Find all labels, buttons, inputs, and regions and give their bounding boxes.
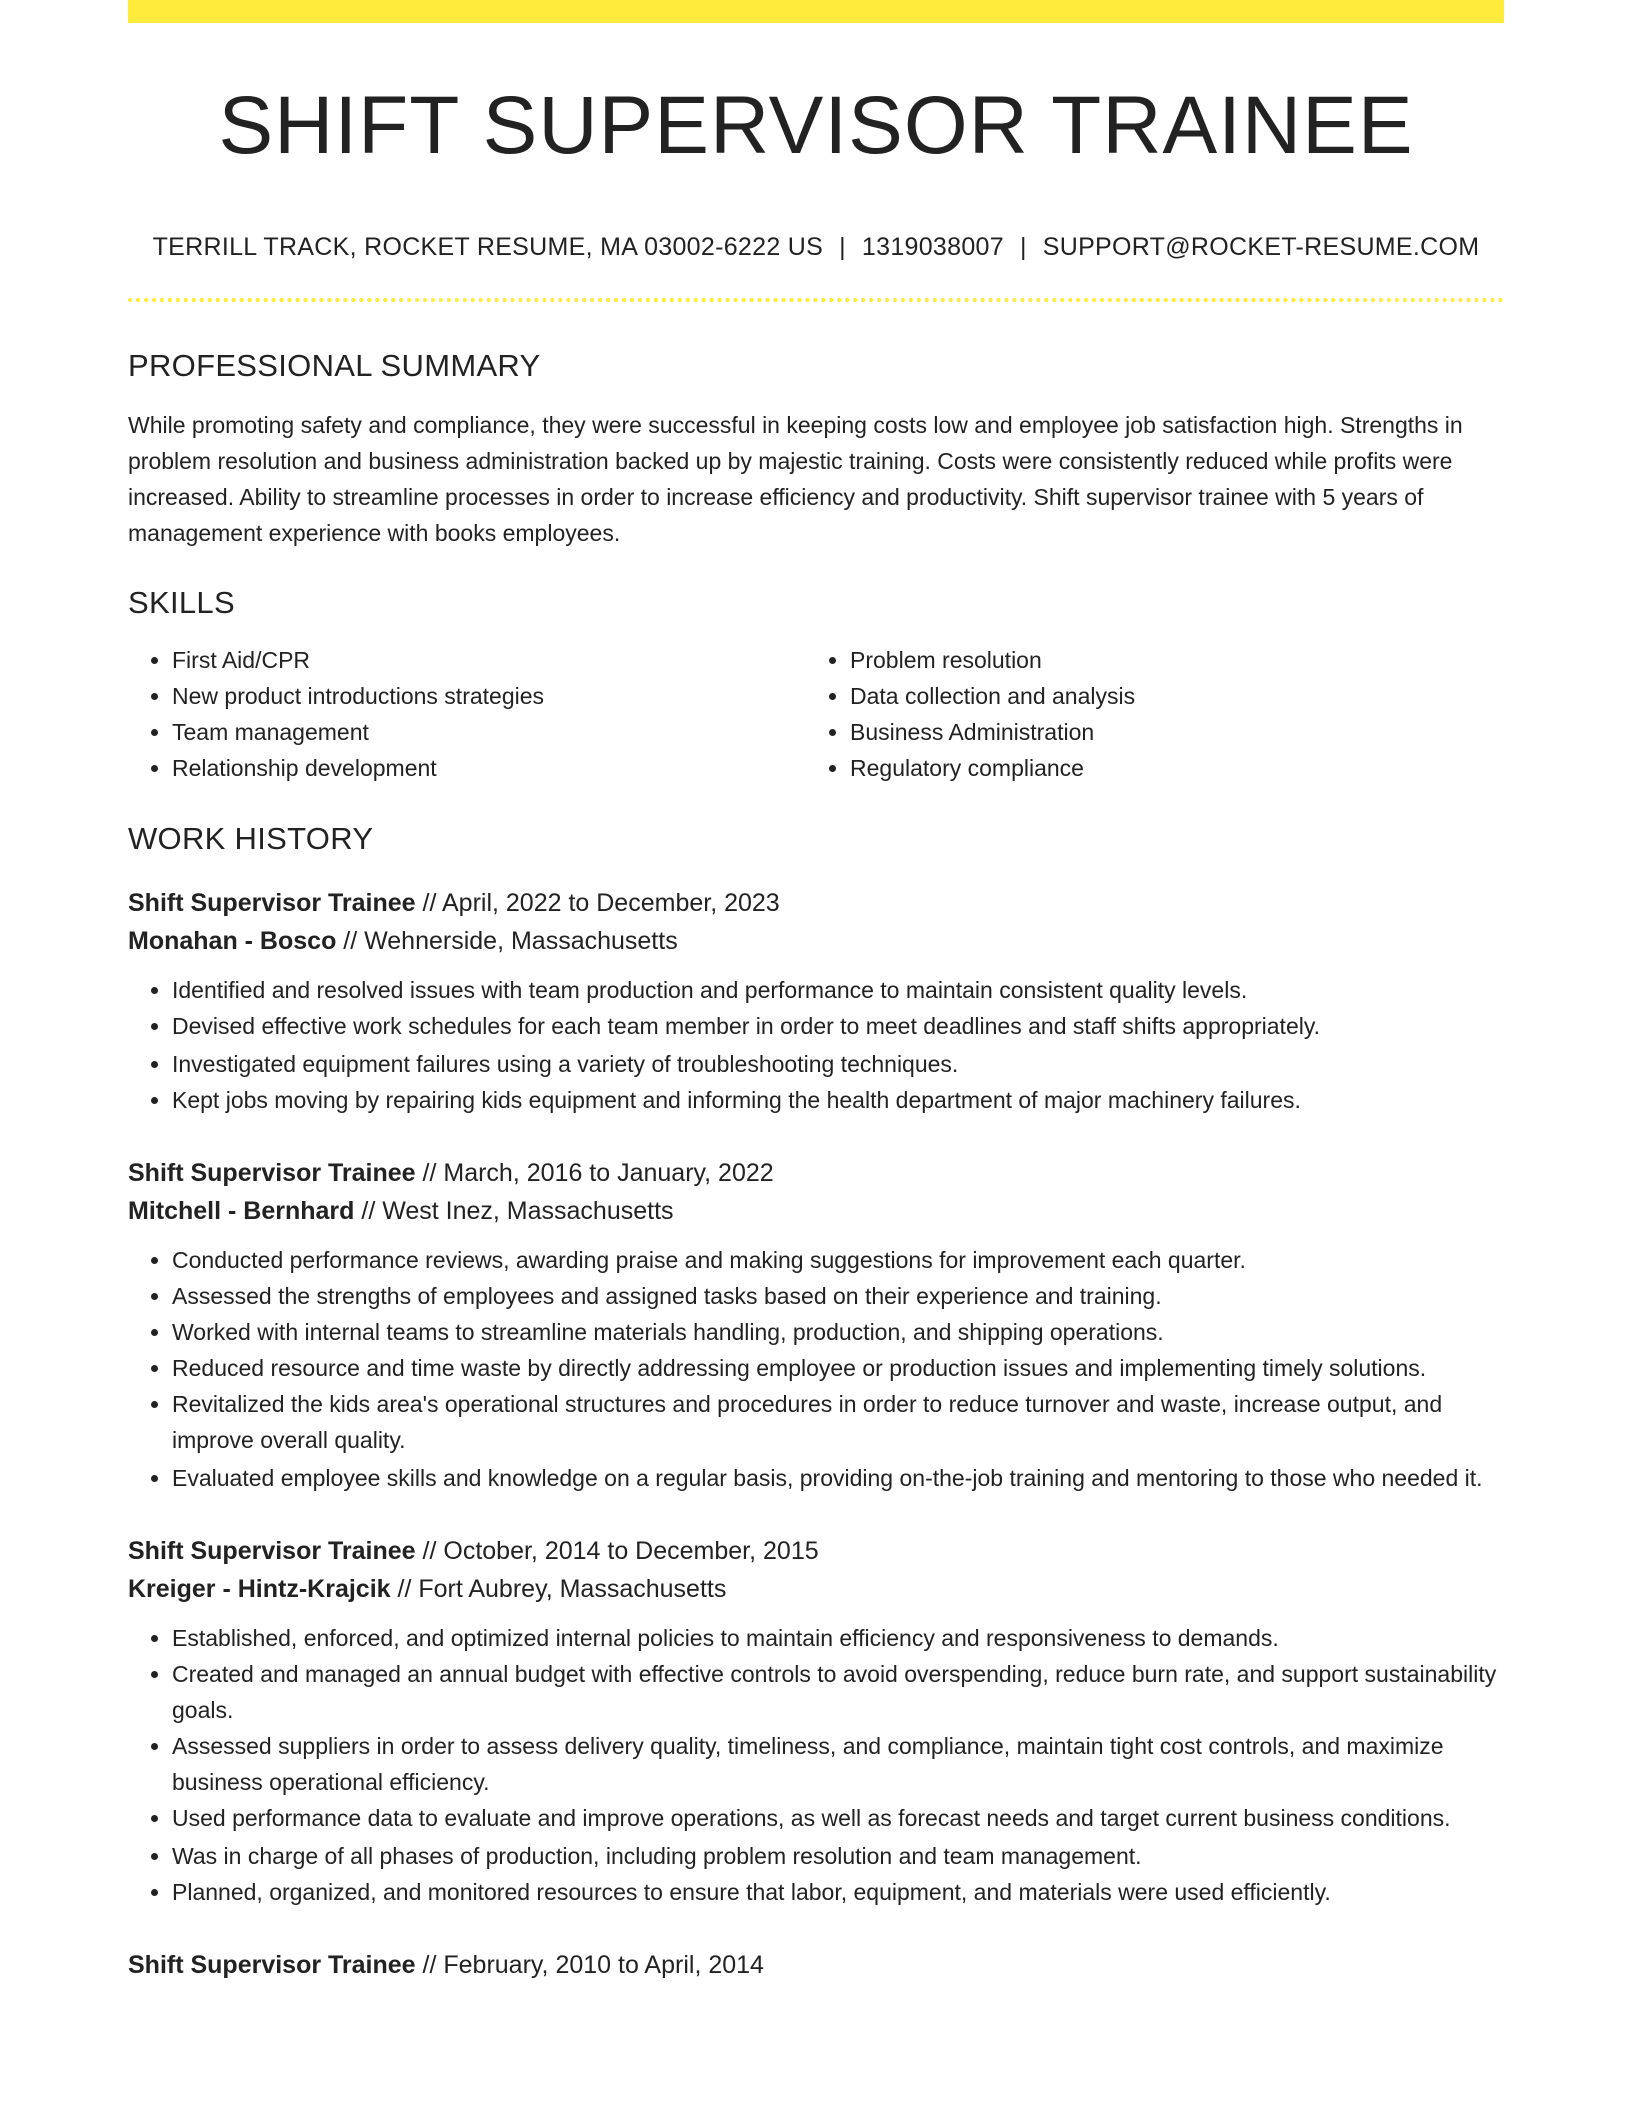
job-dates: // March, 2016 to January, 2022 [415,1159,774,1187]
skill-item: • Regulatory compliance [850,750,1490,786]
contact-email: SUPPORT@ROCKET-RESUME.COM [1042,233,1480,261]
job-bullet: • Created and managed an annual budget with effective controls to avoid overspending, reduce burn rate, and support sustainability goals. [172,1656,1504,1728]
job-role-line [128,1154,1504,1192]
job-company: Monahan - Bosco [128,927,337,955]
skills-heading: SKILLS [128,585,235,620]
job-bullet: • Worked with internal teams to streamline materials handling, production, and shipping operations. [172,1314,1504,1350]
job-dates: // October, 2014 to December, 2015 [415,1537,819,1565]
job-role-line [128,1532,1504,1570]
dotted-divider [128,298,1504,302]
job-bullet: • Evaluated employee skills and knowledge on a regular basis, providing on-the-job training and mentoring to those who needed it. [172,1460,1504,1496]
contact-phone: 1319038007 [861,233,1004,261]
skill-item: • Relationship development [172,750,806,786]
contact-separator: | [839,233,846,261]
job-company-line [128,1570,1504,1608]
job-bullet: • Established, enforced, and optimized internal policies to maintain efficiency and responsiveness to demands. [172,1620,1504,1656]
skill-item: • New product introductions strategies [172,678,806,714]
job-company: Kreiger - Hintz-Krajcik [128,1575,391,1603]
job-role: Shift Supervisor Trainee [128,889,416,917]
job-bullet: • Assessed suppliers in order to assess delivery quality, timeliness, and compliance, maintain tight cost controls, and maximize business operational efficiency. [172,1728,1504,1800]
job-bullet: • Identified and resolved issues with team production and performance to maintain consistent quality levels. [172,972,1504,1008]
job-entry [128,884,1504,1118]
job-company-line [128,1192,1504,1230]
top-accent-bar [128,0,1504,23]
skill-item: • Problem resolution [850,642,1490,678]
job-bullet: • Investigated equipment failures using a variety of troubleshooting techniques. [172,1046,1504,1082]
skill-item: • Data collection and analysis [850,678,1490,714]
job-company: Mitchell - Bernhard [128,1197,355,1225]
job-bullet: • Reduced resource and time waste by directly addressing employee or production issues and implementing timely solutions. [172,1350,1504,1386]
job-dates: // February, 2010 to April, 2014 [415,1951,764,1979]
summary-text: While promoting safety and compliance, they were successful in keeping costs low and employee job satisfaction high. Strengths in problem resolution and business administration backed up by majestic training. Costs were consistently reduced while profits were increased. Ability to streamline processes in order to increase efficiency and productivity. Shift supervisor trainee with 5 years of management experience with books employees. [128,412,1463,546]
contact-address: TERRILL TRACK, ROCKET RESUME, MA 03002-6222 US [152,233,824,261]
job-location: // Wehnerside, Massachusetts [336,927,678,955]
job-role: Shift Supervisor Trainee [128,1537,416,1565]
job-role: Shift Supervisor Trainee [128,1951,416,1979]
job-company-line [128,922,1504,960]
contact-line [128,235,1504,260]
job-bullets [128,972,1504,1118]
job-role-line [128,884,1504,922]
job-bullet: • Kept jobs moving by repairing kids equipment and informing the health department of major machinery failures. [172,1082,1504,1118]
skills-column-left [128,642,806,786]
job-entry [128,1154,1504,1496]
job-bullet: • Conducted performance reviews, awarding praise and making suggestions for improvement each quarter. [172,1242,1504,1278]
job-entry [128,1532,1504,1910]
job-bullets [128,1242,1504,1496]
skills-column-right [806,642,1490,786]
job-bullet: • Was in charge of all phases of production, including problem resolution and team management. [172,1838,1504,1874]
job-bullet: • Assessed the strengths of employees and assigned tasks based on their experience and training. [172,1278,1504,1314]
job-dates: // April, 2022 to December, 2023 [415,889,780,917]
contact-separator: | [1019,233,1027,261]
job-bullet: • Devised effective work schedules for each team member in order to meet deadlines and staff shifts appropriately. [172,1008,1504,1044]
job-bullet: • Planned, organized, and monitored resources to ensure that labor, equipment, and materials were used efficiently. [172,1874,1504,1910]
job-entry [128,1946,1504,1984]
job-bullet: • Used performance data to evaluate and improve operations, as well as forecast needs and target current business conditions. [172,1800,1504,1836]
work-history-heading: WORK HISTORY [128,821,374,856]
summary-heading: PROFESSIONAL SUMMARY [128,348,541,383]
resume-title: SHIFT SUPERVISOR TRAINEE [218,80,1414,171]
skill-item: • Business Administration [850,714,1490,750]
job-bullet: • Revitalized the kids area's operational structures and procedures in order to reduce turnover and waste, increase output, and improve overall quality. [172,1386,1504,1458]
skill-item: • First Aid/CPR [172,642,806,678]
resume-page [128,0,1504,1984]
job-location: // Fort Aubrey, Massachusetts [390,1575,727,1603]
job-role: Shift Supervisor Trainee [128,1159,416,1187]
skills-list [128,642,1504,786]
job-bullets [128,1620,1504,1910]
job-role-line [128,1946,1504,1984]
skill-item: • Team management [172,714,806,750]
job-location: // West Inez, Massachusetts [354,1197,674,1225]
